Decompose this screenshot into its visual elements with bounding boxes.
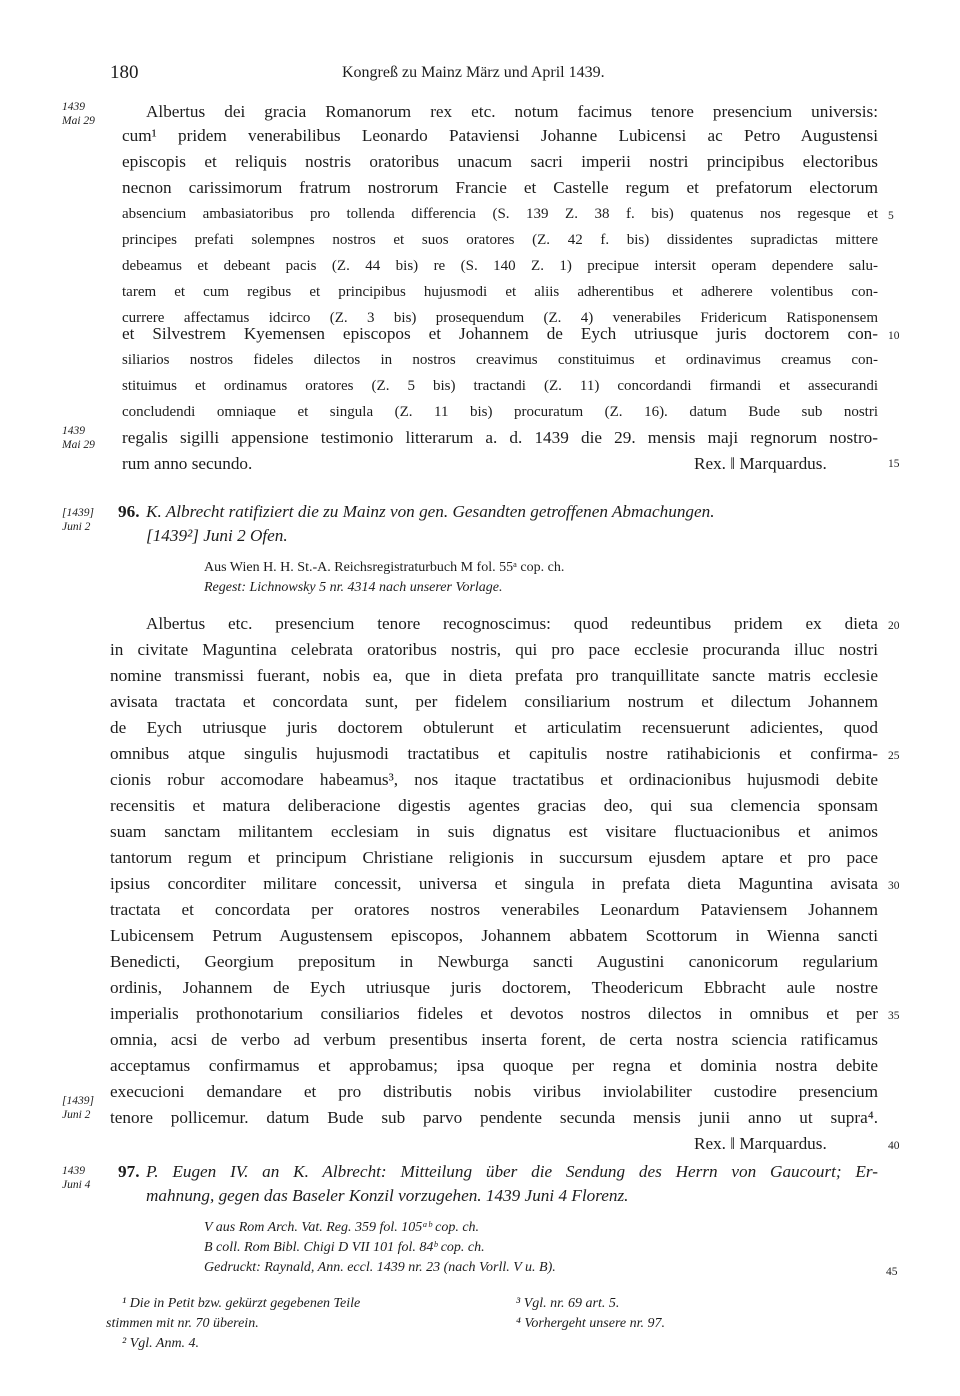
line-number: 40 (888, 1140, 900, 1152)
text-line: currere affectamus idcirco (Z. 3 bis) prosequendum (Z. 4) venerabiles Fridericum Ratisponensem (122, 310, 878, 326)
text-line: concludendi omniaque et singula (Z. 11 bis) procuratum (Z. 16). datum Bude sub nostri (122, 404, 878, 420)
source-note: B coll. Rom Bibl. Chigi D VII 101 fol. 84ᵇ cop. ch. (204, 1240, 485, 1255)
line-number: 35 (888, 1010, 900, 1022)
document-title: P. Eugen IV. an K. Albrecht: Mitteilung über die Sendung des Herrn von Gaucourt; Er- (146, 1162, 878, 1181)
line-number: 5 (888, 210, 894, 222)
text-line: tarem et cum regibus et principibus hujusmodi et aliis adherentibus et adherere volentibus con- (122, 284, 878, 300)
text-line: Albertus dei gracia Romanorum rex etc. notum facimus tenore presencium universis: (146, 102, 878, 121)
text-line: cionis robur accomodare habeamus³, nos itaque tractatibus et ordinacionibus hujusmodi debite (110, 770, 878, 789)
regest-note: Regest: Lichnowsky 5 nr. 4314 nach unserer Vorlage. (204, 580, 503, 595)
footnote: ² Vgl. Anm. 4. (122, 1336, 200, 1351)
text-line: acceptamus confirmamus et approbamus; ipsa quoque per regna et dominia nostra debite (110, 1056, 878, 1075)
text-line: imperialis prothonotarium consiliarios fideles et devotos nostros dilectos in omnibus et per (110, 1004, 878, 1023)
text-line: nomine transmissi fuerant, nobis ea, que in dieta prefata pro tranquillitate sancte matris ecclesie (110, 666, 878, 685)
footnote: stimmen mit nr. 70 überein. (106, 1316, 259, 1331)
text-line: et Silvestrem Kyemensen episcopos et Johannem de Eych utriusque juris doctorem con- (122, 324, 878, 343)
text-line: absencium ambasiatoribus pro tollenda differencia (S. 139 Z. 38 f. bis) quatenus nos regesque et (122, 206, 878, 222)
text-line: rum anno secundo. (122, 454, 253, 473)
footnote: ³ Vgl. nr. 69 art. 5. (516, 1296, 620, 1311)
text-line: ordinis, Johannem de Eych utriusque juris doctorem, Theodericum Ebbracht aule nostre (110, 978, 878, 997)
margin-date-a-bottom (62, 424, 95, 452)
text-line: siliarios nostros fideles dilectos in nostros creavimus constituimus et ordinavimus creamus con- (122, 352, 878, 368)
margin-date-97 (62, 1164, 90, 1192)
text-line: execucioni demandare et pro distributis nobis viribus inviolabiliter custodire presencium (110, 1082, 878, 1101)
running-title: Kongreß zu Mainz März und April 1439. (342, 64, 605, 81)
document-date: [1439²] Juni 2 Ofen. (146, 526, 288, 545)
document-number: 96. (118, 502, 140, 521)
document-number: 97. (118, 1162, 140, 1181)
text-line: avisata tractata et concordata sunt, per fidelem consiliarium nostrum et dilectum Johannem (110, 692, 878, 711)
margin-date-96-bottom (62, 1094, 94, 1122)
line-number: 10 (888, 330, 900, 342)
source-note: V aus Rom Arch. Vat. Reg. 359 fol. 105ᵃᵇ cop. ch. (204, 1220, 480, 1235)
text-line: principes prefati solempnes nostros et suos oratores (Z. 42 f. bis) dissidentes supradictas mittere (122, 232, 878, 248)
margin-day: Mai 29 (62, 439, 95, 451)
text-line: suam sanctam militantem ecclesiam in suis dignatus est visitare fluctuacionibus et animos (110, 822, 878, 841)
margin-day: Juni 2 (62, 521, 91, 533)
text-line: Benedicti, Georgium prepositum in Newburga sancti Augustini canonicorum regularium (110, 952, 878, 971)
footnotes-left (106, 1294, 361, 1354)
document-title: K. Albrecht ratifiziert die zu Mainz von gen. Gesandten getroffenen Abmachungen. (146, 502, 715, 521)
edition-note: Gedruckt: Raynald, Ann. eccl. 1439 nr. 23 (nach Vorll. V u. B). (204, 1260, 556, 1275)
footnote: ¹ Die in Petit bzw. gekürzt gegebenen Teile (122, 1296, 361, 1311)
text-line: in civitate Maguntina celebrata oratoribus nostris, qui pro pace ecclesie procuranda illuc nostri (110, 640, 878, 659)
document-date: mahnung, gegen das Baseler Konzil vorzugehen. 1439 Juni 4 Florenz. (146, 1186, 629, 1205)
line-number: 30 (888, 880, 900, 892)
margin-year: 1439 (62, 1165, 85, 1177)
footnotes-right (516, 1294, 665, 1334)
margin-day: Juni 2 (62, 1109, 91, 1121)
line-number: 20 (888, 620, 900, 632)
text-line: necnon carissimorum fratrum nostrorum Francie et Castelle regum et prefatorum electorum (122, 178, 878, 197)
text-line: episcopis et reliquis nostris oratoribus unacum sacri imperii nostri principibus electoribus (122, 152, 878, 171)
signature: Rex. ‖ Marquardus. (694, 454, 827, 473)
text-line: tenore pollicemur. datum Bude sub parvo pendente secunda mensis junii anno ut supra⁴. (110, 1108, 878, 1127)
source-note: Aus Wien H. H. St.-A. Reichsregistraturbuch M fol. 55ᵃ cop. ch. (204, 560, 565, 575)
line-number: 15 (888, 458, 900, 470)
text-line: cum¹ pridem venerabilibus Leonardo Pataviensi Johanne Lubicensi ac Petro Augustensi (122, 126, 878, 145)
text-line: tractata et concordata per oratores nostros venerabiles Leonardum Pataviensem Johannem (110, 900, 878, 919)
margin-year: [1439] (62, 1095, 94, 1107)
text-line: de Eych utriusque juris doctorem obtulerunt et articulatim recensuerunt adicientes, quod (110, 718, 878, 737)
text-line: omnibus atque singulis hujusmodi tractatibus et capitulis nostre ratihabicionis et confirma- (110, 744, 878, 763)
margin-year: 1439 (62, 101, 85, 113)
signature: Rex. ‖ Marquardus. (694, 1134, 827, 1153)
text-line: omnia, acsi de verbo ad verbum presentibus inserta forent, de certa nostra sciencia ratificamus (110, 1030, 878, 1049)
margin-day: Mai 29 (62, 115, 95, 127)
text-line: Lubicensem Petrum Augustensem episcopos, Johannem abbatem Scottorum in Wienna sancti (110, 926, 878, 945)
margin-year: [1439] (62, 507, 94, 519)
text-line: tantorum regum et principum Christiane religionis in succursum ejusdem aptare et pro pace (110, 848, 878, 867)
margin-date-a-top (62, 100, 95, 128)
text-line: regalis sigilli appensione testimonio litterarum a. d. 1439 die 29. mensis maji regnorum nostro- (122, 428, 878, 447)
text-line: ipsius concorditer militare concessit, universa et singula in prefata dieta Maguntina avisata (110, 874, 878, 893)
margin-date-96 (62, 506, 94, 534)
text-line: stituimus et ordinamus oratores (Z. 5 bis) tractandi (Z. 11) concordandi firmandi et assecurandi (122, 378, 878, 394)
line-number: 45 (886, 1266, 898, 1278)
line-number: 25 (888, 750, 900, 762)
margin-day: Juni 4 (62, 1179, 91, 1191)
text-line: recensitis et matura deliberacione digestis agentes gracias deo, qui sua clemencia sponsam (110, 796, 878, 815)
text-line: Albertus etc. presencium tenore recognoscimus: quod redeuntibus pridem ex dieta (146, 614, 878, 633)
margin-year: 1439 (62, 425, 85, 437)
footnote: ⁴ Vorhergeht unsere nr. 97. (516, 1316, 666, 1331)
text-line: debeamus et debeant pacis (Z. 44 bis) re (S. 140 Z. 1) precipue intersit operam dependere salu- (122, 258, 878, 274)
page-number: 180 (110, 62, 139, 83)
